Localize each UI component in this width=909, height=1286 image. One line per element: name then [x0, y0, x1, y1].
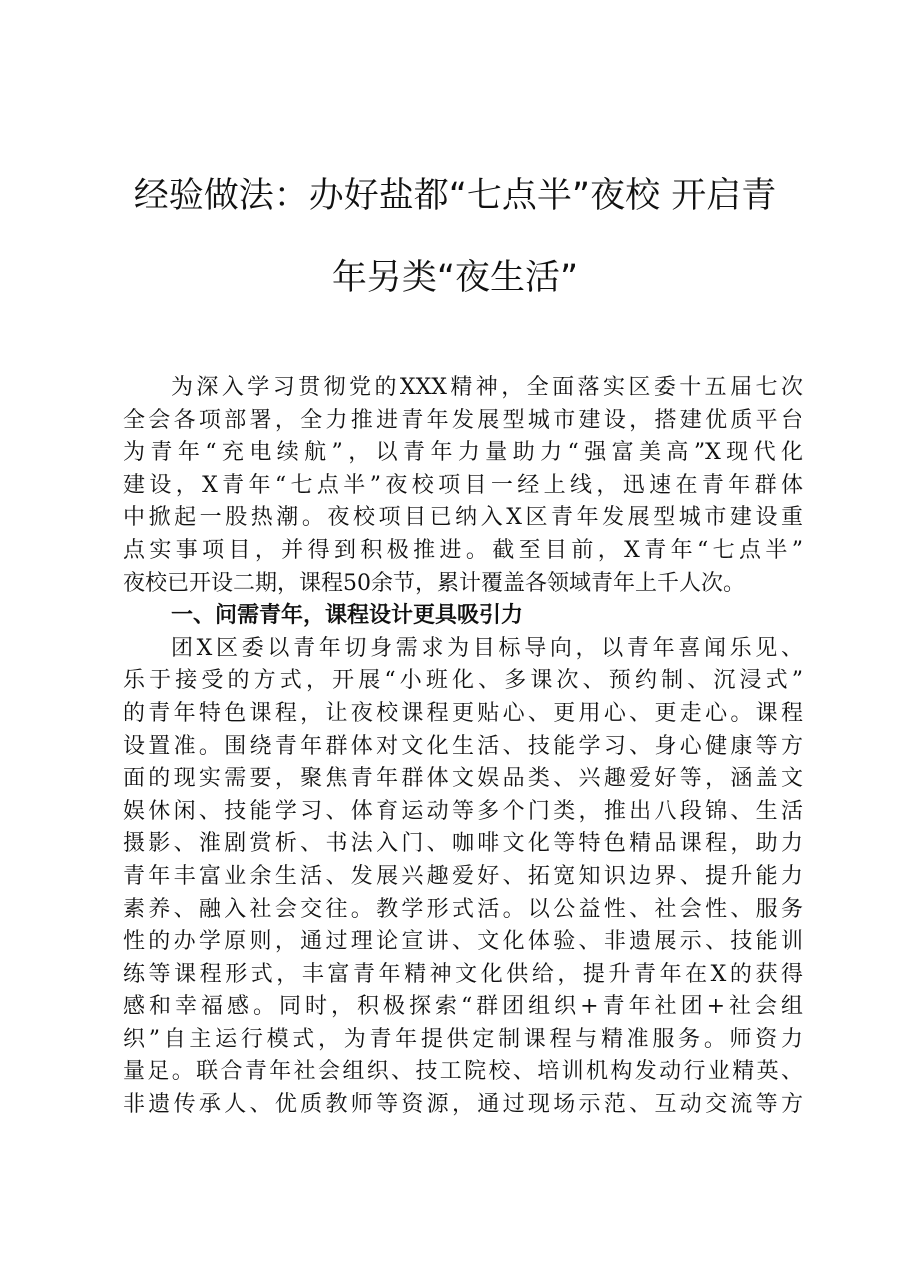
paragraph-line: 量足。联合青年社会组织、技工院校、培训机构发动行业精英、	[123, 1059, 803, 1085]
paragraph-line: 中掀起一股热潮。夜校项目已纳入X区青年发展型城市建设重	[123, 505, 803, 531]
document-body	[123, 372, 803, 1122]
paragraph-line: 感和幸福感。同时，积极探索“群团组织+青年社团+社会组	[123, 994, 803, 1020]
paragraph-line: 为青年“充电续航”，以青年力量助力“强富美高”X现代化	[123, 440, 803, 466]
paragraph-line: 娱休闲、技能学习、体育运动等多个门类，推出八段锦、生活	[123, 798, 803, 824]
paragraph-line: 全会各项部署，全力推进青年发展型城市建设，搭建优质平台	[123, 407, 803, 433]
paragraph-line: 面的现实需要，聚焦青年群体文娱品类、兴趣爱好等，涵盖文	[123, 766, 803, 792]
document-title-line-1: 经验做法：办好盐都“七点半”夜校 开启青	[133, 176, 777, 216]
paragraph-line: 夜校已开设二期，课程50余节，累计覆盖各领域青年上千人次。	[123, 570, 745, 596]
paragraph-line: 织”自主运行模式，为青年提供定制课程与精准服务。师资力	[123, 1026, 803, 1052]
paragraph-line: 为深入学习贯彻党的XXX精神，全面落实区委十五届七次	[171, 375, 803, 400]
paragraph-line: 的青年特色课程，让夜校课程更贴心、更用心、更走心。课程	[123, 700, 803, 726]
paragraph-line: 乐于接受的方式，开展“小班化、多课次、预约制、沉浸式”	[123, 668, 803, 694]
paragraph-line: 练等课程形式，丰富青年精神文化供给，提升青年在X的获得	[123, 961, 803, 987]
paragraph-line: 性的办学原则，通过理论宣讲、文化体验、非遗展示、技能训	[123, 929, 803, 955]
paragraph-line: 青年丰富业余生活、发展兴趣爱好、拓宽知识边界、提升能力	[123, 863, 803, 889]
paragraph-line: 非遗传承人、优质教师等资源，通过现场示范、互动交流等方	[123, 1092, 803, 1118]
paragraph-line: 素养、融入社会交往。教学形式活。以公益性、社会性、服务	[123, 896, 803, 922]
paragraph-line: 设置准。围绕青年群体对文化生活、技能学习、身心健康等方	[123, 733, 803, 759]
section-heading: 一、问需青年，课程设计更具吸引力	[171, 603, 524, 629]
paragraph-line: 摄影、淮剧赏析、书法入门、咖啡文化等特色精品课程，助力	[123, 831, 803, 857]
document-title-line-2: 年另类“夜生活”	[331, 258, 579, 298]
paragraph-line: 建设，X青年“七点半”夜校项目一经上线，迅速在青年群体	[123, 472, 803, 498]
paragraph-line: 团X区委以青年切身需求为目标导向，以青年喜闻乐见、	[171, 635, 803, 661]
paragraph-line: 点实事项目，并得到积极推进。截至目前，X青年“七点半”	[123, 537, 803, 563]
